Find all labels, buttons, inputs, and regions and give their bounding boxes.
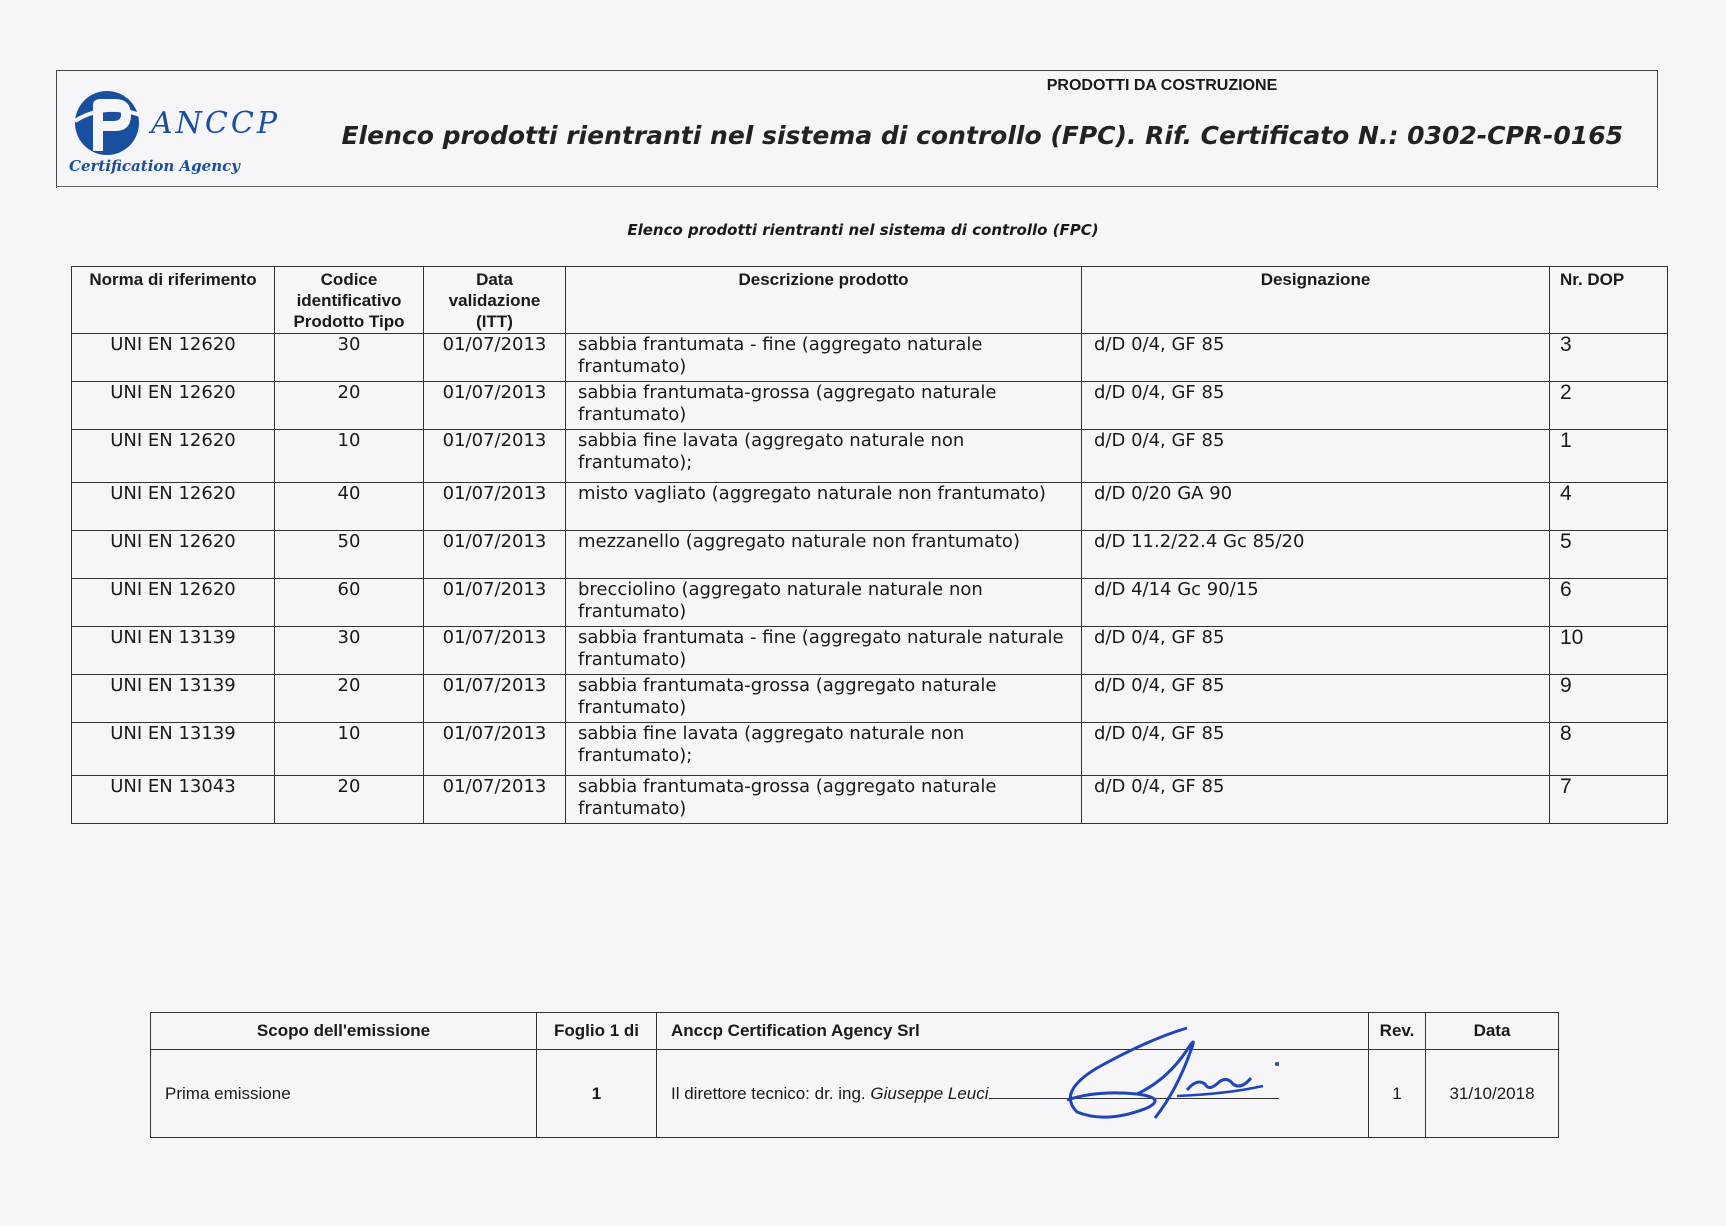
table-row <box>72 382 1668 430</box>
cell-dop: 2 <box>1550 382 1668 430</box>
cell-designazione: d/D 0/4, GF 85 <box>1082 627 1550 675</box>
cell-dop: 4 <box>1550 483 1668 531</box>
cell-codice: 20 <box>275 382 424 430</box>
header-descrizione: Descrizione prodotto <box>566 267 1082 334</box>
table-subtitle: Elenco prodotti rientranti nel sistema di controllo (FPC) <box>627 221 1099 239</box>
cell-data: 01/07/2013 <box>424 382 566 430</box>
cell-data: 01/07/2013 <box>424 334 566 382</box>
footer-header-foglio: Foglio 1 di <box>537 1013 657 1050</box>
cell-designazione: d/D 4/14 Gc 90/15 <box>1082 579 1550 627</box>
cell-dop: 10 <box>1550 627 1668 675</box>
table-row <box>72 430 1668 483</box>
cell-designazione: d/D 0/4, GF 85 <box>1082 382 1550 430</box>
cell-descrizione: sabbia fine lavata (aggregato naturale non frantumato); <box>566 430 1082 483</box>
cell-descrizione: sabbia frantumata-grossa (aggregato naturale frantumato) <box>566 675 1082 723</box>
footer-header-row <box>151 1013 1559 1050</box>
cell-designazione: d/D 0/4, GF 85 <box>1082 776 1550 824</box>
table-row <box>72 723 1668 776</box>
document-header <box>56 70 1658 188</box>
footer-header-rev: Rev. <box>1369 1013 1426 1050</box>
footer-director-cell <box>657 1050 1369 1138</box>
table-row <box>72 483 1668 531</box>
cell-norma: UNI EN 13139 <box>72 723 275 776</box>
logo-wordmark: ANCCP <box>151 106 281 141</box>
section-label: PRODOTTI DA COSTRUZIONE <box>1046 77 1278 94</box>
cell-codice: 30 <box>275 627 424 675</box>
footer-header-agency: Anccp Certification Agency Srl <box>657 1013 1369 1050</box>
cell-norma: UNI EN 12620 <box>72 483 275 531</box>
cell-descrizione: sabbia fine lavata (aggregato naturale non frantumato); <box>566 723 1082 776</box>
cell-codice: 60 <box>275 579 424 627</box>
cell-descrizione: misto vagliato (aggregato naturale non frantumato) <box>566 483 1082 531</box>
header-dop: Nr. DOP <box>1550 267 1668 334</box>
cell-descrizione: brecciolino (aggregato naturale naturale non frantumato) <box>566 579 1082 627</box>
header-designazione: Designazione <box>1082 267 1550 334</box>
anccp-logo <box>67 81 297 181</box>
cell-data: 01/07/2013 <box>424 675 566 723</box>
cell-dop: 1 <box>1550 430 1668 483</box>
table-header-row <box>72 267 1668 334</box>
table-row <box>72 627 1668 675</box>
director-label: Il direttore tecnico: dr. ing. <box>671 1083 871 1103</box>
cell-dop: 3 <box>1550 334 1668 382</box>
footer-table <box>150 1012 1559 1138</box>
cell-dop: 9 <box>1550 675 1668 723</box>
table-row <box>72 531 1668 579</box>
document-title: Elenco prodotti rientranti nel sistema di controllo (FPC). Rif. Certificato N.: 0302-CPR-0165 <box>341 121 1623 150</box>
table-row <box>72 675 1668 723</box>
director-name: Giuseppe Leuci <box>870 1083 989 1103</box>
cell-designazione: d/D 0/4, GF 85 <box>1082 334 1550 382</box>
footer-scopo-value: Prima emissione <box>151 1050 537 1138</box>
cell-norma: UNI EN 12620 <box>72 382 275 430</box>
cell-descrizione: sabbia frantumata - fine (aggregato naturale naturale frantumato) <box>566 627 1082 675</box>
cell-designazione: d/D 0/20 GA 90 <box>1082 483 1550 531</box>
cell-designazione: d/D 11.2/22.4 Gc 85/20 <box>1082 531 1550 579</box>
header-norma: Norma di riferimento <box>72 267 275 334</box>
cell-norma: UNI EN 13043 <box>72 776 275 824</box>
cell-codice: 40 <box>275 483 424 531</box>
cell-dop: 5 <box>1550 531 1668 579</box>
header-data: Data validazione (ITT) <box>424 267 566 334</box>
cell-dop: 8 <box>1550 723 1668 776</box>
cell-norma: UNI EN 12620 <box>72 334 275 382</box>
cell-data: 01/07/2013 <box>424 776 566 824</box>
cell-data: 01/07/2013 <box>424 579 566 627</box>
header-codice: Codice identificativo Prodotto Tipo <box>275 267 424 334</box>
footer-data-value: 31/10/2018 <box>1426 1050 1559 1138</box>
cell-codice: 20 <box>275 675 424 723</box>
cell-codice: 10 <box>275 430 424 483</box>
footer-value-row <box>151 1050 1559 1138</box>
cell-data: 01/07/2013 <box>424 627 566 675</box>
cell-codice: 30 <box>275 334 424 382</box>
cell-descrizione: sabbia frantumata-grossa (aggregato naturale frantumato) <box>566 382 1082 430</box>
cell-descrizione: mezzanello (aggregato naturale non frantumato) <box>566 531 1082 579</box>
cell-data: 01/07/2013 <box>424 430 566 483</box>
header-divider <box>56 186 1658 187</box>
cell-data: 01/07/2013 <box>424 723 566 776</box>
footer-header-data: Data <box>1426 1013 1559 1050</box>
cell-codice: 50 <box>275 531 424 579</box>
cell-designazione: d/D 0/4, GF 85 <box>1082 430 1550 483</box>
footer-foglio-value: 1 <box>537 1050 657 1138</box>
handwritten-signature <box>1037 1020 1297 1130</box>
table-row <box>72 579 1668 627</box>
cell-codice: 10 <box>275 723 424 776</box>
logo-tagline: Certification Agency <box>69 157 240 175</box>
cell-designazione: d/D 0/4, GF 85 <box>1082 723 1550 776</box>
footer-header-scopo: Scopo dell'emissione <box>151 1013 537 1050</box>
cell-data: 01/07/2013 <box>424 531 566 579</box>
table-row <box>72 776 1668 824</box>
cell-dop: 6 <box>1550 579 1668 627</box>
cell-norma: UNI EN 13139 <box>72 627 275 675</box>
cell-dop: 7 <box>1550 776 1668 824</box>
cell-norma: UNI EN 12620 <box>72 430 275 483</box>
cell-descrizione: sabbia frantumata-grossa (aggregato naturale frantumato) <box>566 776 1082 824</box>
cell-designazione: d/D 0/4, GF 85 <box>1082 675 1550 723</box>
cell-codice: 20 <box>275 776 424 824</box>
footer-rev-value: 1 <box>1369 1050 1426 1138</box>
cell-descrizione: sabbia frantumata - fine (aggregato naturale frantumato) <box>566 334 1082 382</box>
cell-data: 01/07/2013 <box>424 483 566 531</box>
cell-norma: UNI EN 12620 <box>72 531 275 579</box>
cell-norma: UNI EN 12620 <box>72 579 275 627</box>
table-row <box>72 334 1668 382</box>
products-table <box>71 266 1668 824</box>
cell-norma: UNI EN 13139 <box>72 675 275 723</box>
